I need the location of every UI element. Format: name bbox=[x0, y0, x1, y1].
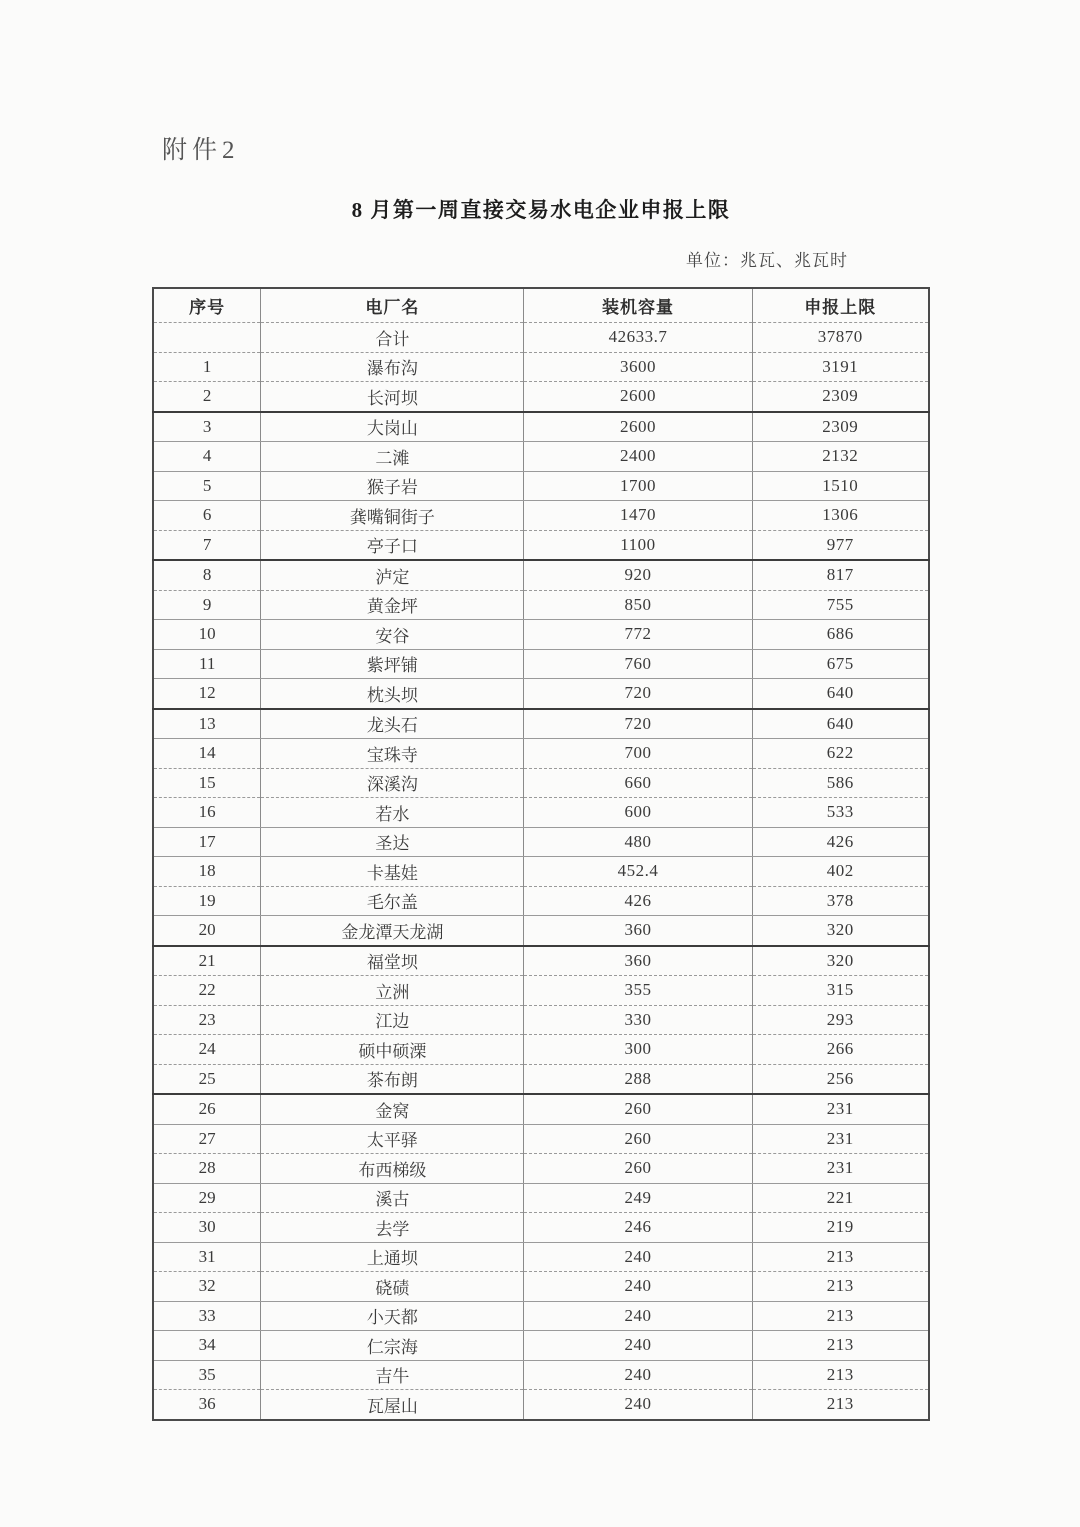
capacity-cell: 249 bbox=[524, 1183, 752, 1213]
seq-cell bbox=[153, 323, 261, 353]
header-capacity: 装机容量 bbox=[524, 288, 752, 323]
table-row bbox=[153, 590, 929, 620]
name-cell: 溪古 bbox=[261, 1183, 524, 1213]
table-row bbox=[153, 1390, 929, 1420]
capacity-cell: 260 bbox=[524, 1124, 752, 1154]
table-row bbox=[153, 620, 929, 650]
seq-cell: 9 bbox=[153, 590, 261, 620]
name-cell: 瓦屋山 bbox=[261, 1390, 524, 1420]
seq-cell: 34 bbox=[153, 1331, 261, 1361]
seq-cell: 11 bbox=[153, 649, 261, 679]
name-cell: 若水 bbox=[261, 798, 524, 828]
limit-cell: 640 bbox=[752, 679, 929, 709]
table-row bbox=[153, 1154, 929, 1184]
name-cell: 江边 bbox=[261, 1005, 524, 1035]
table-row bbox=[153, 1035, 929, 1065]
seq-cell: 15 bbox=[153, 768, 261, 798]
capacity-cell: 300 bbox=[524, 1035, 752, 1065]
capacity-cell: 660 bbox=[524, 768, 752, 798]
name-cell: 长河坝 bbox=[261, 382, 524, 412]
capacity-cell: 240 bbox=[524, 1272, 752, 1302]
seq-cell: 13 bbox=[153, 709, 261, 739]
seq-cell: 29 bbox=[153, 1183, 261, 1213]
seq-cell: 4 bbox=[153, 442, 261, 472]
seq-cell: 36 bbox=[198, 1394, 216, 1414]
name-cell: 深溪沟 bbox=[261, 768, 524, 798]
limit-cell: 817 bbox=[752, 560, 929, 590]
seq-cell: 35 bbox=[153, 1360, 261, 1390]
seq-cell: 33 bbox=[153, 1301, 261, 1331]
limit-cell: 1510 bbox=[752, 471, 929, 501]
header-limit: 申报上限 bbox=[752, 288, 929, 323]
limit-cell: 686 bbox=[752, 620, 929, 650]
limit-cell: 320 bbox=[752, 946, 929, 976]
name-cell: 毛尔盖 bbox=[261, 886, 524, 916]
table-row bbox=[153, 1213, 929, 1243]
capacity-cell: 2400 bbox=[524, 442, 752, 472]
table-header bbox=[153, 288, 929, 323]
table-row bbox=[153, 471, 929, 501]
capacity-cell: 1470 bbox=[524, 501, 752, 531]
table-row bbox=[153, 679, 929, 709]
limit-cell: 231 bbox=[752, 1124, 929, 1154]
limit-cell: 640 bbox=[752, 709, 929, 739]
seq-cell: 22 bbox=[153, 976, 261, 1006]
name-cell: 去学 bbox=[261, 1213, 524, 1243]
table-row bbox=[153, 412, 929, 442]
name-cell: 枕头坝 bbox=[261, 679, 524, 709]
limit-cell: 221 bbox=[752, 1183, 929, 1213]
limit-cell: 533 bbox=[752, 798, 929, 828]
seq-cell: 27 bbox=[153, 1124, 261, 1154]
limit-cell: 231 bbox=[752, 1094, 929, 1124]
capacity-cell: 240 bbox=[524, 1390, 752, 1420]
name-cell: 硗碛 bbox=[261, 1272, 524, 1302]
seq-cell: 25 bbox=[153, 1064, 261, 1094]
table-row bbox=[153, 1124, 929, 1154]
seq-cell: 14 bbox=[153, 739, 261, 769]
table-row bbox=[153, 1360, 929, 1390]
name-cell: 上通坝 bbox=[261, 1242, 524, 1272]
limit-cell: 402 bbox=[752, 857, 929, 887]
limit-cell: 2309 bbox=[752, 412, 929, 442]
name-cell: 立洲 bbox=[261, 976, 524, 1006]
unit-note: 单位：兆瓦、兆瓦时 bbox=[686, 251, 848, 270]
name-cell: 太平驿 bbox=[261, 1124, 524, 1154]
name-cell: 龚嘴铜街子 bbox=[261, 501, 524, 531]
limit-cell: 219 bbox=[752, 1213, 929, 1243]
seq-cell: 23 bbox=[153, 1005, 261, 1035]
capacity-cell: 360 bbox=[524, 946, 752, 976]
capacity-cell: 260 bbox=[524, 1094, 752, 1124]
limit-cell: 266 bbox=[752, 1035, 929, 1065]
capacity-cell: 772 bbox=[524, 620, 752, 650]
limit-cell: 213 bbox=[752, 1301, 929, 1331]
name-cell: 金龙潭天龙湖 bbox=[261, 916, 524, 946]
name-cell: 紫坪铺 bbox=[261, 649, 524, 679]
capacity-cell: 246 bbox=[524, 1213, 752, 1243]
capacity-cell: 700 bbox=[524, 739, 752, 769]
seq-cell: 24 bbox=[153, 1035, 261, 1065]
name-cell: 猴子岩 bbox=[261, 471, 524, 501]
capacity-cell: 240 bbox=[524, 1331, 752, 1361]
name-cell: 金窝 bbox=[261, 1094, 524, 1124]
seq-cell: 28 bbox=[153, 1154, 261, 1184]
table-row bbox=[153, 827, 929, 857]
table-row bbox=[153, 649, 929, 679]
capacity-cell: 426 bbox=[524, 886, 752, 916]
name-cell: 布西梯级 bbox=[261, 1154, 524, 1184]
table-row bbox=[153, 501, 929, 531]
seq-cell: 5 bbox=[153, 471, 261, 501]
name-cell: 龙头石 bbox=[261, 709, 524, 739]
seq-cell: 26 bbox=[153, 1094, 261, 1124]
name-cell: 瀑布沟 bbox=[261, 352, 524, 382]
table-row bbox=[153, 560, 929, 590]
limit-cell: 2132 bbox=[752, 442, 929, 472]
capacity-cell: 260 bbox=[524, 1154, 752, 1184]
capacity-cell: 240 bbox=[524, 1360, 752, 1390]
table-row bbox=[153, 1272, 929, 1302]
table-row bbox=[153, 709, 929, 739]
name-cell: 二滩 bbox=[261, 442, 524, 472]
capacity-cell: 920 bbox=[524, 560, 752, 590]
seq-cell: 1 bbox=[153, 352, 261, 382]
table-row bbox=[153, 857, 929, 887]
total-row bbox=[153, 323, 929, 353]
table-row bbox=[153, 739, 929, 769]
table-row bbox=[153, 946, 929, 976]
table-row bbox=[153, 382, 929, 412]
table-row bbox=[153, 1242, 929, 1272]
name-cell: 福堂坝 bbox=[261, 946, 524, 976]
seq-cell: 12 bbox=[153, 679, 261, 709]
seq-cell: 16 bbox=[153, 798, 261, 828]
capacity-cell: 355 bbox=[524, 976, 752, 1006]
capacity-cell: 42633.7 bbox=[524, 323, 752, 353]
limit-cell: 675 bbox=[752, 649, 929, 679]
name-cell: 硕中硕溧 bbox=[261, 1035, 524, 1065]
table-row bbox=[153, 916, 929, 946]
limit-cell: 3191 bbox=[752, 352, 929, 382]
limit-cell: 755 bbox=[752, 590, 929, 620]
table-row bbox=[153, 1005, 929, 1035]
capacity-cell: 1700 bbox=[524, 471, 752, 501]
name-cell: 泸定 bbox=[261, 560, 524, 590]
limit-cell: 1306 bbox=[752, 501, 929, 531]
seq-cell: 31 bbox=[153, 1242, 261, 1272]
seq-cell: 7 bbox=[153, 530, 261, 560]
capacity-cell: 720 bbox=[524, 709, 752, 739]
capacity-cell: 2600 bbox=[524, 382, 752, 412]
capacity-cell: 452.4 bbox=[524, 857, 752, 887]
seq-cell: 8 bbox=[153, 560, 261, 590]
header-name: 电厂名 bbox=[261, 288, 524, 323]
capacity-cell: 720 bbox=[524, 679, 752, 709]
seq-cell: 2 bbox=[153, 382, 261, 412]
attachment-label: 附件2 bbox=[162, 137, 240, 164]
table-row bbox=[153, 1183, 929, 1213]
seq-cell: 30 bbox=[153, 1213, 261, 1243]
limit-cell: 622 bbox=[752, 739, 929, 769]
table-row bbox=[153, 886, 929, 916]
capacity-cell: 2600 bbox=[524, 412, 752, 442]
capacity-cell: 1100 bbox=[524, 530, 752, 560]
name-cell: 宝珠寺 bbox=[261, 739, 524, 769]
name-cell: 吉牛 bbox=[261, 1360, 524, 1390]
seq-cell: 6 bbox=[153, 501, 261, 531]
limit-cell: 378 bbox=[752, 886, 929, 916]
name-cell: 大岗山 bbox=[261, 412, 524, 442]
seq-cell: 18 bbox=[153, 857, 261, 887]
limit-cell: 213 bbox=[752, 1242, 929, 1272]
limit-cell: 213 bbox=[752, 1390, 929, 1420]
seq-cell: 21 bbox=[153, 946, 261, 976]
seq-cell: 32 bbox=[153, 1272, 261, 1302]
limit-cell: 320 bbox=[752, 916, 929, 946]
seq-cell: 19 bbox=[153, 886, 261, 916]
seq-cell: 10 bbox=[153, 620, 261, 650]
name-cell: 小天都 bbox=[261, 1301, 524, 1331]
limit-cell: 586 bbox=[752, 768, 929, 798]
capacity-cell: 850 bbox=[524, 590, 752, 620]
header-row bbox=[153, 288, 929, 323]
capacity-cell: 240 bbox=[524, 1301, 752, 1331]
name-cell: 安谷 bbox=[261, 620, 524, 650]
table-row bbox=[153, 530, 929, 560]
table-row bbox=[153, 442, 929, 472]
capacity-cell: 480 bbox=[524, 827, 752, 857]
limit-cell: 213 bbox=[752, 1272, 929, 1302]
name-cell: 茶布朗 bbox=[261, 1064, 524, 1094]
seq-cell: 3 bbox=[153, 412, 261, 442]
capacity-cell: 3600 bbox=[524, 352, 752, 382]
name-cell: 亭子口 bbox=[261, 530, 524, 560]
table-body bbox=[153, 323, 929, 1420]
table-row bbox=[153, 352, 929, 382]
table-row bbox=[153, 1094, 929, 1124]
table-row bbox=[153, 1331, 929, 1361]
header-seq: 序号 bbox=[153, 288, 261, 323]
limit-cell: 293 bbox=[752, 1005, 929, 1035]
limit-cell: 426 bbox=[752, 827, 929, 857]
limit-cell: 977 bbox=[752, 530, 929, 560]
seq-cell: 20 bbox=[153, 916, 261, 946]
report-table bbox=[152, 287, 930, 1421]
capacity-cell: 360 bbox=[524, 916, 752, 946]
limit-cell: 2309 bbox=[752, 382, 929, 412]
name-cell: 黄金坪 bbox=[261, 590, 524, 620]
capacity-cell: 760 bbox=[524, 649, 752, 679]
capacity-cell: 330 bbox=[524, 1005, 752, 1035]
limit-cell: 213 bbox=[752, 1360, 929, 1390]
capacity-cell: 600 bbox=[524, 798, 752, 828]
limit-cell: 37870 bbox=[752, 323, 929, 353]
table-row bbox=[153, 976, 929, 1006]
name-cell: 卡基娃 bbox=[261, 857, 524, 887]
limit-cell: 213 bbox=[752, 1331, 929, 1361]
name-cell: 圣达 bbox=[261, 827, 524, 857]
capacity-cell: 288 bbox=[524, 1064, 752, 1094]
document-title: 8 月第一周直接交易水电企业申报上限 bbox=[351, 198, 731, 222]
limit-cell: 315 bbox=[752, 976, 929, 1006]
limit-cell: 231 bbox=[752, 1154, 929, 1184]
table-row bbox=[153, 1064, 929, 1094]
name-cell: 仁宗海 bbox=[261, 1331, 524, 1361]
table-row bbox=[153, 1301, 929, 1331]
seq-cell: 17 bbox=[153, 827, 261, 857]
capacity-cell: 240 bbox=[524, 1242, 752, 1272]
limit-cell: 256 bbox=[752, 1064, 929, 1094]
table-row bbox=[153, 798, 929, 828]
table-row bbox=[153, 768, 929, 798]
name-cell: 合计 bbox=[261, 323, 524, 353]
